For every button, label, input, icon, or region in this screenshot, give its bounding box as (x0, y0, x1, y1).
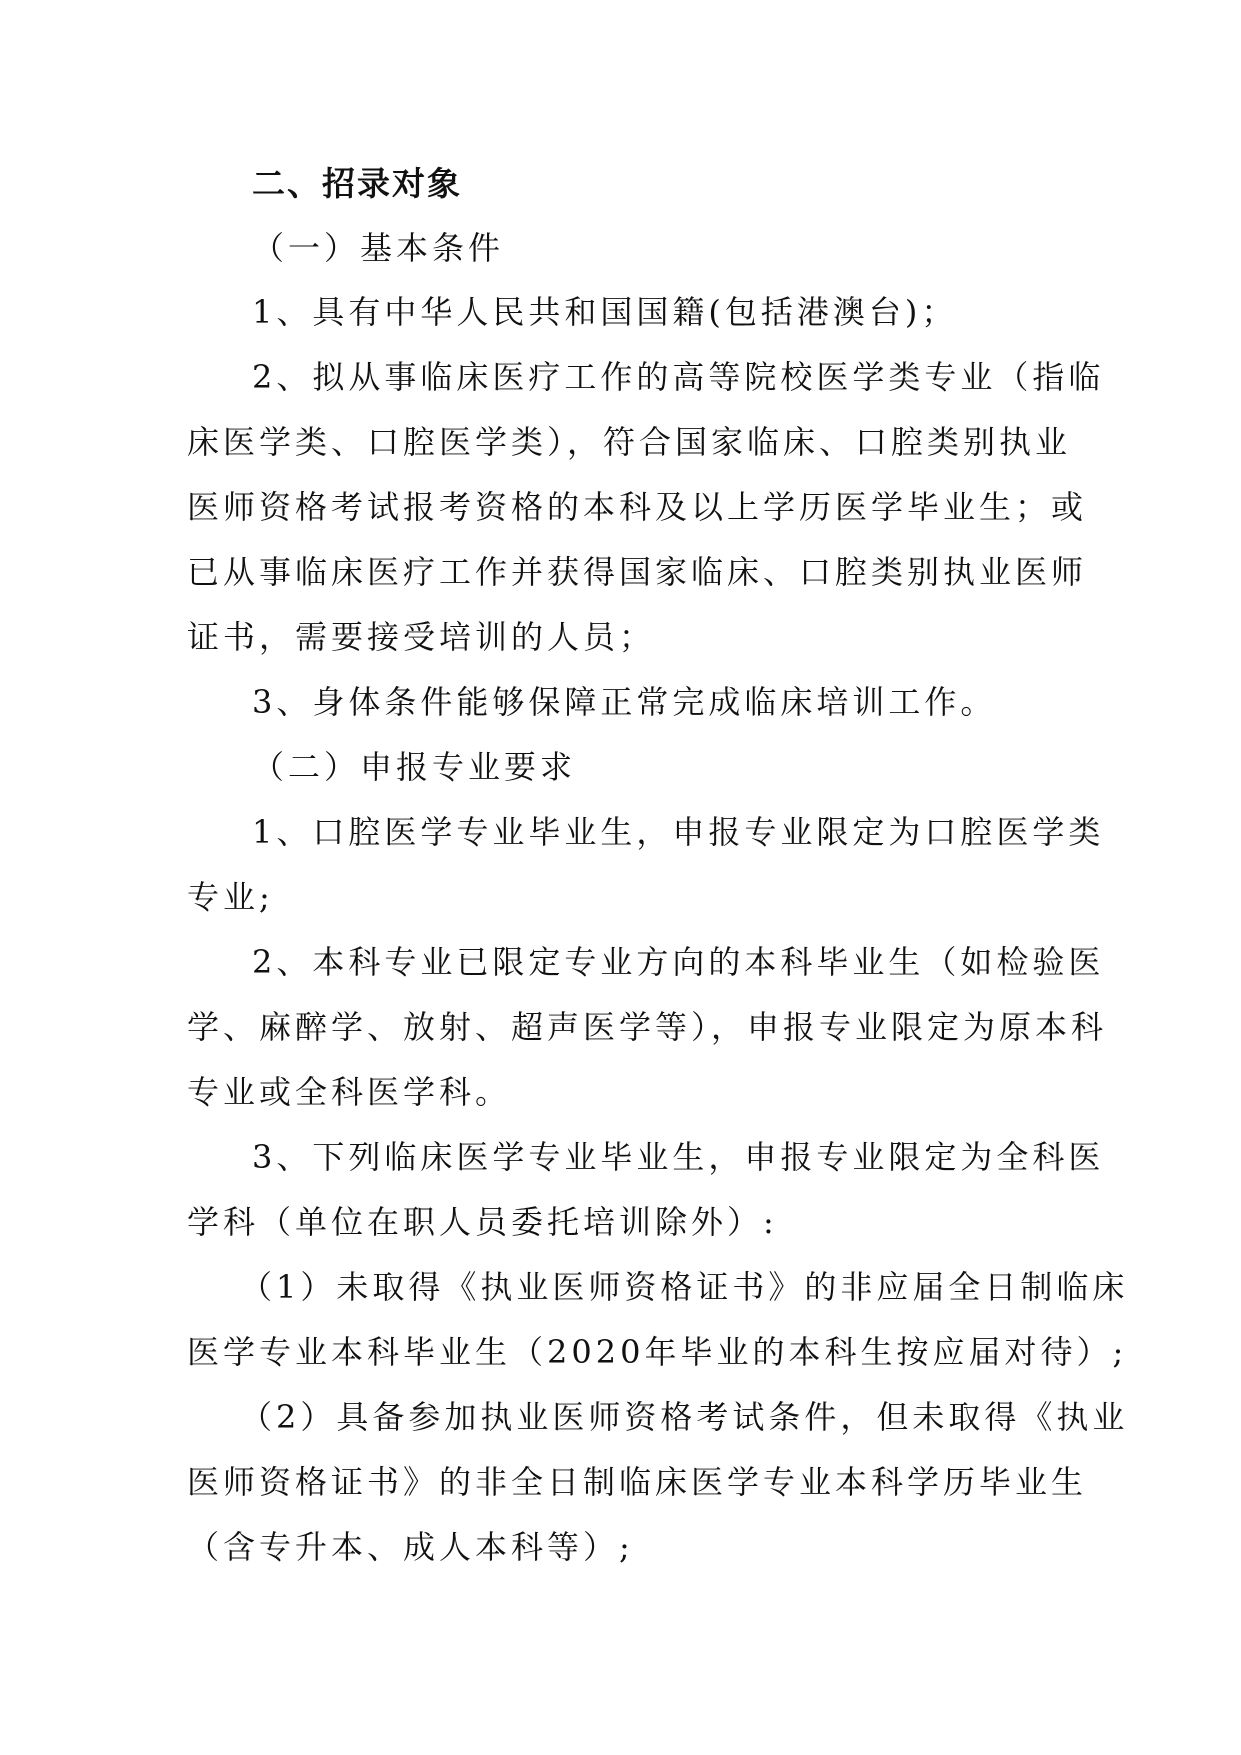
major-sub-1-line-1: （1）未取得《执业医师资格证书》的非应届全日制临床 (240, 1268, 1129, 1306)
basic-item-2-line-5: 证书，需要接受培训的人员； (187, 618, 656, 656)
basic-item-2-line-4: 已从事临床医疗工作并获得国家临床、口腔类别执业医师 (187, 553, 1088, 591)
major-item-2-line-2: 学、麻醉学、放射、超声医学等），申报专业限定为原本科 (187, 1008, 1108, 1046)
basic-item-2-line-2: 床医学类、口腔医学类），符合国家临床、口腔类别执业 (187, 423, 1072, 461)
major-item-2-line-3: 专业或全科医学科。 (187, 1073, 512, 1111)
basic-item-2-line-1: 2、拟从事临床医疗工作的高等院校医学类专业（指临 (252, 358, 1105, 396)
basic-item-2-line-3: 医师资格考试报考资格的本科及以上学历医学毕业生；或 (187, 488, 1088, 526)
major-sub-2-line-1: （2）具备参加执业医师资格考试条件，但未取得《执业 (240, 1398, 1129, 1436)
major-sub-2-line-3: （含专升本、成人本科等）; (187, 1528, 634, 1566)
basic-item-1: 1、具有中华人民共和国国籍(包括港澳台)； (252, 293, 958, 331)
major-item-1-line-1: 1、口腔医学专业毕业生，申报专业限定为口腔医学类 (252, 813, 1105, 851)
major-sub-2-line-2: 医师资格证书》的非全日制临床医学专业本科学历毕业生 (187, 1463, 1088, 1501)
major-item-2-line-1: 2、本科专业已限定专业方向的本科毕业生（如检验医 (252, 943, 1105, 981)
major-requirements-heading: （二）申报专业要求 (252, 748, 577, 786)
section-title: 二、招录对象 (252, 164, 462, 203)
basic-conditions-heading: （一）基本条件 (252, 229, 505, 267)
major-item-1-line-2: 专业; (187, 878, 274, 916)
major-item-3-line-1: 3、下列临床医学专业毕业生，申报专业限定为全科医 (252, 1138, 1105, 1176)
major-sub-1-line-2: 医学专业本科毕业生（2020年毕业的本科生按应届对待）; (187, 1333, 1128, 1371)
major-item-3-line-2: 学科（单位在职人员委托培训除外）: (187, 1203, 778, 1241)
basic-item-3: 3、身体条件能够保障正常完成临床培训工作。 (252, 683, 997, 721)
